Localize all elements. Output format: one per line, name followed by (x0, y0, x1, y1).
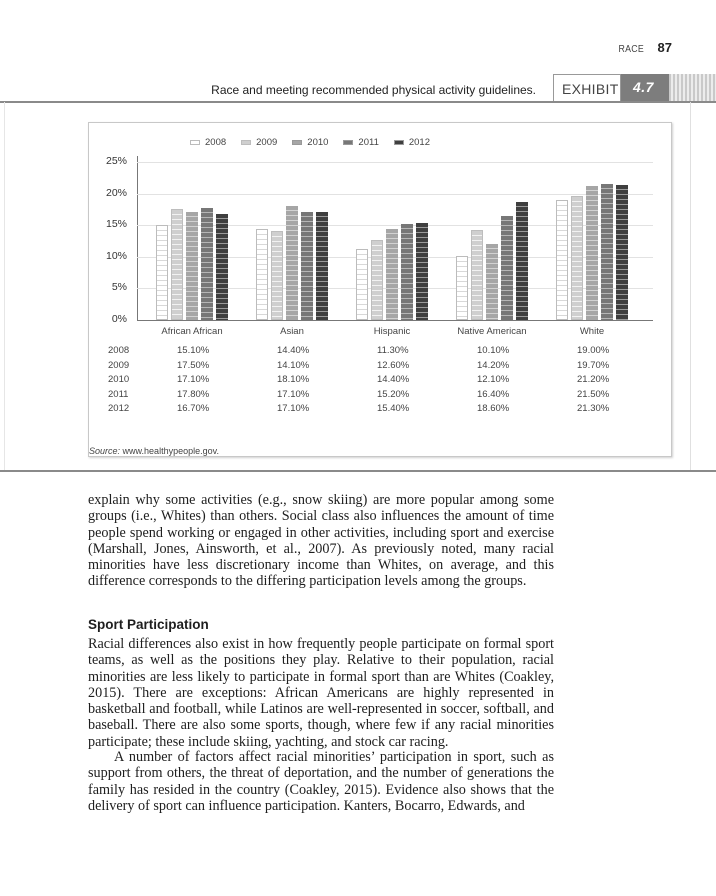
table-cell: 11.30% (377, 345, 409, 356)
y-axis (137, 156, 138, 320)
legend-swatch-icon (394, 140, 404, 145)
legend-swatch-icon (241, 140, 251, 145)
bar-2011 (301, 212, 313, 320)
legend-label: 2008 (205, 137, 227, 148)
bar-2008 (456, 256, 468, 320)
exhibit-number-box (621, 74, 669, 101)
table-year: 2009 (108, 359, 130, 371)
table-cell: 16.40% (477, 388, 510, 400)
bar-2008 (156, 225, 168, 320)
body-paragraph-2: Racial differences also exist in how frequently people participate on formal sport teams, as well as the positions they play. Relative to their population, racial minorities are less likely to participate in formal sport than are Whites (Coakley, 2015). There are exceptions: African Americans are highly represented in basketball and football, while Latinos are well-represented in soccer, softball, and baseball. There are also some sports, though, where few if any racial minorities participate; these include skiing, yachting, and stock car racing. (88, 636, 554, 750)
body-paragraph-3: A number of factors affect racial minorities’ participation in sport, such as support from others, the threat of deportation, and the number of generations the family has resided in the country (Coakley, 2015). Evidence also shows that the delivery of sport can influence participation. Kanters, Bocarro, Edwards, and (88, 749, 554, 814)
legend-item-2008 (190, 137, 226, 148)
section-heading: Sport Participation (88, 617, 209, 632)
table-cell: 12.10% (477, 374, 510, 385)
legend-label: 2012 (408, 137, 430, 148)
table-cell: 15.40% (377, 403, 410, 414)
legend-swatch-icon (190, 140, 200, 145)
exhibit-top-rule (0, 101, 716, 103)
legend-item-2011 (343, 137, 378, 148)
category-label: Asian (280, 326, 304, 337)
x-axis (137, 320, 653, 321)
table-cell: 14.10% (277, 359, 310, 371)
category-label: White (579, 326, 605, 337)
table-year: 2012 (108, 403, 130, 414)
table-cell: 21.20% (577, 374, 610, 385)
table-year: 2011 (108, 388, 129, 400)
bar-2012 (316, 212, 328, 320)
running-head (615, 40, 672, 55)
category-label: Native American (457, 326, 527, 337)
table-cell: 14.40% (377, 374, 410, 385)
bar-2008 (356, 249, 368, 320)
bar-2011 (201, 208, 213, 320)
table-cell: 17.10% (277, 388, 310, 400)
legend-swatch-icon (343, 140, 353, 145)
bar-2009 (571, 196, 583, 321)
exhibit-title: Race and meeting recommended physical activity guidelines. (211, 83, 536, 97)
bar-2012 (516, 202, 528, 320)
bar-2008 (556, 200, 568, 320)
table-cell: 18.10% (277, 374, 310, 385)
exhibit-stripes-decoration (669, 74, 716, 101)
bar-2012 (416, 223, 428, 320)
table-cell: 21.30% (577, 403, 610, 414)
table-cell: 14.40% (277, 345, 310, 356)
table-cell: 17.50% (177, 359, 210, 371)
bar-2010 (386, 229, 398, 320)
running-head-section: RACE (618, 44, 644, 55)
legend-item-2012 (394, 137, 430, 148)
table-cell: 12.60% (377, 359, 410, 371)
table-cell: 19.00% (577, 345, 610, 356)
table-cell: 18.60% (477, 403, 510, 414)
y-tick-label: 15% (105, 218, 127, 231)
exhibit-frame-right (690, 102, 691, 472)
y-tick-label: 0% (111, 313, 127, 325)
table-cell: 16.70% (177, 403, 210, 414)
source-label: Source: (89, 446, 121, 456)
legend-label: 2009 (256, 137, 278, 148)
table-year: 2010 (108, 374, 130, 385)
table-cell: 15.10% (177, 345, 210, 356)
exhibit-frame-left (4, 102, 5, 472)
chart-legend (190, 137, 430, 148)
table-cell: 17.10% (277, 403, 310, 414)
table-year: 2008 (108, 345, 130, 356)
table-cell: 21.50% (577, 388, 610, 400)
category-label: Hispanic (373, 326, 411, 337)
bar-2008 (256, 229, 268, 320)
exhibit-bottom-rule (0, 470, 716, 472)
gridline (137, 162, 653, 163)
legend-item-2009 (241, 137, 277, 148)
legend-label: 2011 (358, 137, 379, 148)
table-cell: 17.10% (177, 374, 210, 385)
page-number: 87 (657, 40, 672, 55)
exhibit-header (0, 74, 716, 102)
bar-2011 (501, 216, 513, 320)
y-tick-label: 25% (105, 155, 127, 167)
table-cell: 17.80% (177, 388, 210, 400)
bar-2011 (401, 224, 413, 320)
exhibit-number: 4.7 (633, 79, 654, 95)
bar-2012 (616, 185, 628, 320)
table-cell: 14.20% (477, 359, 510, 371)
legend-item-2010 (292, 137, 328, 148)
bar-2009 (271, 231, 283, 320)
legend-swatch-icon (292, 140, 302, 145)
legend-label: 2010 (307, 137, 329, 148)
bar-2011 (601, 184, 613, 320)
category-label: African African (161, 326, 223, 337)
y-tick-label: 10% (105, 249, 127, 262)
bar-2009 (471, 230, 483, 320)
y-tick-label: 20% (105, 186, 127, 199)
y-tick-label: 5% (111, 281, 127, 294)
table-cell: 15.20% (377, 388, 410, 400)
bar-2010 (286, 206, 298, 320)
table-cell: 19.70% (577, 359, 610, 371)
source-url: www.healthypeople.gov. (122, 446, 219, 456)
bar-2012 (216, 214, 228, 320)
table-cell: 10.10% (477, 345, 510, 356)
exhibit-label: EXHIBIT (562, 81, 619, 97)
source-note (89, 446, 219, 456)
chart-plot-area (105, 155, 653, 325)
exhibit-label-box (553, 74, 621, 101)
bar-2009 (171, 209, 183, 320)
gridline (137, 194, 653, 195)
bar-2009 (371, 240, 383, 320)
bar-2010 (586, 186, 598, 320)
bar-2010 (186, 212, 198, 320)
body-paragraph-1: explain why some activities (e.g., snow skiing) are more popular among some groups (i.e., Whites) than others. Social class also influences the amount of time people spend working or engaged in other activities, including sport and exercise (Marshall, Jones, Ainsworth, et al., 2007). As previously noted, many racial minorities have less discretionary income than Whites, on average, and this difference corresponds to the differing participation levels among the groups. (88, 492, 554, 590)
bar-2010 (486, 244, 498, 320)
